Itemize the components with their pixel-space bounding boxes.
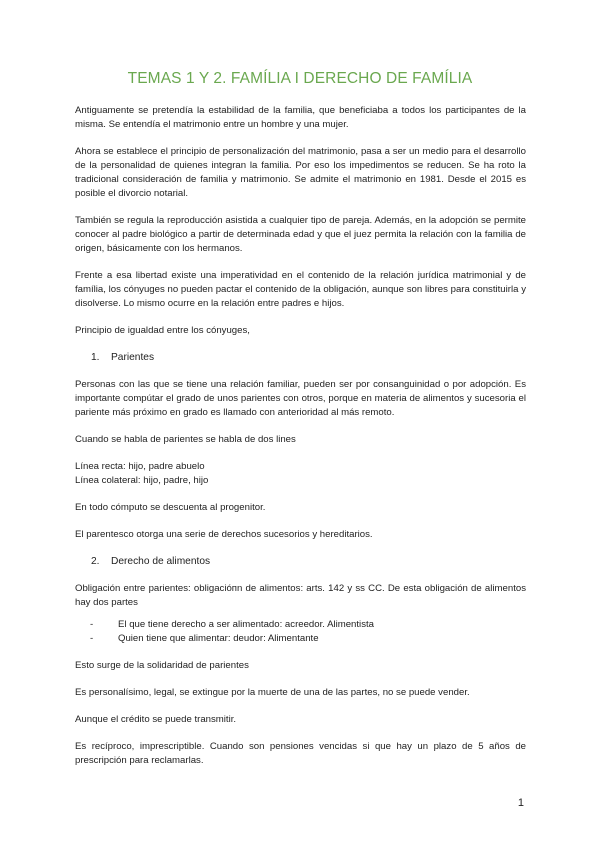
section-heading-parientes <box>75 351 526 365</box>
dash-list <box>75 618 526 646</box>
list-item <box>75 618 526 632</box>
paragraph-line: Línea colateral: hijo, padre, hijo <box>75 475 209 486</box>
paragraph: Obligación entre parientes: obligacióпn de alimentos: arts. 142 y ss CC. De esta obligación de alimentos hay dos partes <box>75 583 526 608</box>
list-item-text: El que tiene derecho a ser alimentado: acreedor. Alimentista <box>118 619 374 630</box>
paragraph-line: Línea recta: hijo, padre abuelo <box>75 461 205 472</box>
document-title: TEMAS 1 Y 2. FAMÍLIA I DERECHO DE FAMÍLIA <box>127 70 473 87</box>
page-number: 1 <box>517 797 524 809</box>
list-bullet: - <box>90 619 94 630</box>
paragraph: Frente a esa libertad existe una imperatividad en el contenido de la relación jurídica matrimonial y de família, los cónyuges no pueden pactar el contenido de la obligación, aunque son libres para constituirla y disolverse. Lo mismo ocurre en la relación entre padres e hijos. <box>75 270 526 309</box>
section-title: Parientes <box>111 352 155 363</box>
paragraph: Principio de igualdad entre los cónyuges, <box>75 325 250 336</box>
section-number: 2. <box>91 556 100 567</box>
paragraph: Antiguamente se pretendía la estabilidad de la familia, que beneficiaba a todos los participantes de la misma. Se entendía el matrimonio entre un hombre y una mujer. <box>75 105 526 130</box>
paragraph: En todo cómputo se descuenta al progenitor. <box>75 502 266 513</box>
section-title: Derecho de alimentos <box>111 556 211 567</box>
paragraph: Es personalísimo, legal, se extingue por la muerte de una de las partes, no se puede vender. <box>75 687 470 698</box>
section-number: 1. <box>91 352 100 363</box>
paragraph: También se regula la reproducción asistida a cualquier tipo de pareja. Además, en la adopción se permite conocer al padre biológico a partir de determinada edad y que el juez permita la relación con la familia de origen, básicamente con los hermanos. <box>75 215 526 254</box>
list-item-text: Quien tiene que alimentar: deudor: Alimentante <box>118 633 319 644</box>
list-item <box>75 632 526 646</box>
paragraph: Cuando se habla de parientes se habla de dos lines <box>75 434 296 445</box>
section-heading-alimentos <box>75 555 526 569</box>
paragraph: El parentesco otorga una serie de derechos sucesorios y hereditarios. <box>75 529 373 540</box>
paragraph: Esto surge de la solidaridad de parientes <box>75 660 249 671</box>
paragraph: Es recíproco, imprescriptible. Cuando son pensiones vencidas si que hay un plazo de 5 años de prescripción para reclamarlas. <box>75 741 526 766</box>
list-bullet: - <box>90 633 94 644</box>
document-body <box>75 104 526 768</box>
paragraph: Ahora se establece el principio de personalización del matrimonio, pasa a ser un medio para el desarrollo de la personalidad de quienes integran la familia. Por eso los impedimentos se reducen. Se ha roto la tradicional consideración de familia y matrimonio. Se admite el matrimonio en 1981. Desde el 2015 es posible el divorcio notarial. <box>75 146 526 199</box>
paragraph: Aunque el crédito se puede transmitir. <box>75 714 237 725</box>
paragraph: Personas con las que se tiene una relación familiar, pueden ser por consanguinidad o por adopción. Es importante compútar el grado de unos parientes con otros, porque en materia de alimentos y sucesoria el pariente más próximo en grado es llamado con anterioridad al más remoto. <box>75 379 526 418</box>
